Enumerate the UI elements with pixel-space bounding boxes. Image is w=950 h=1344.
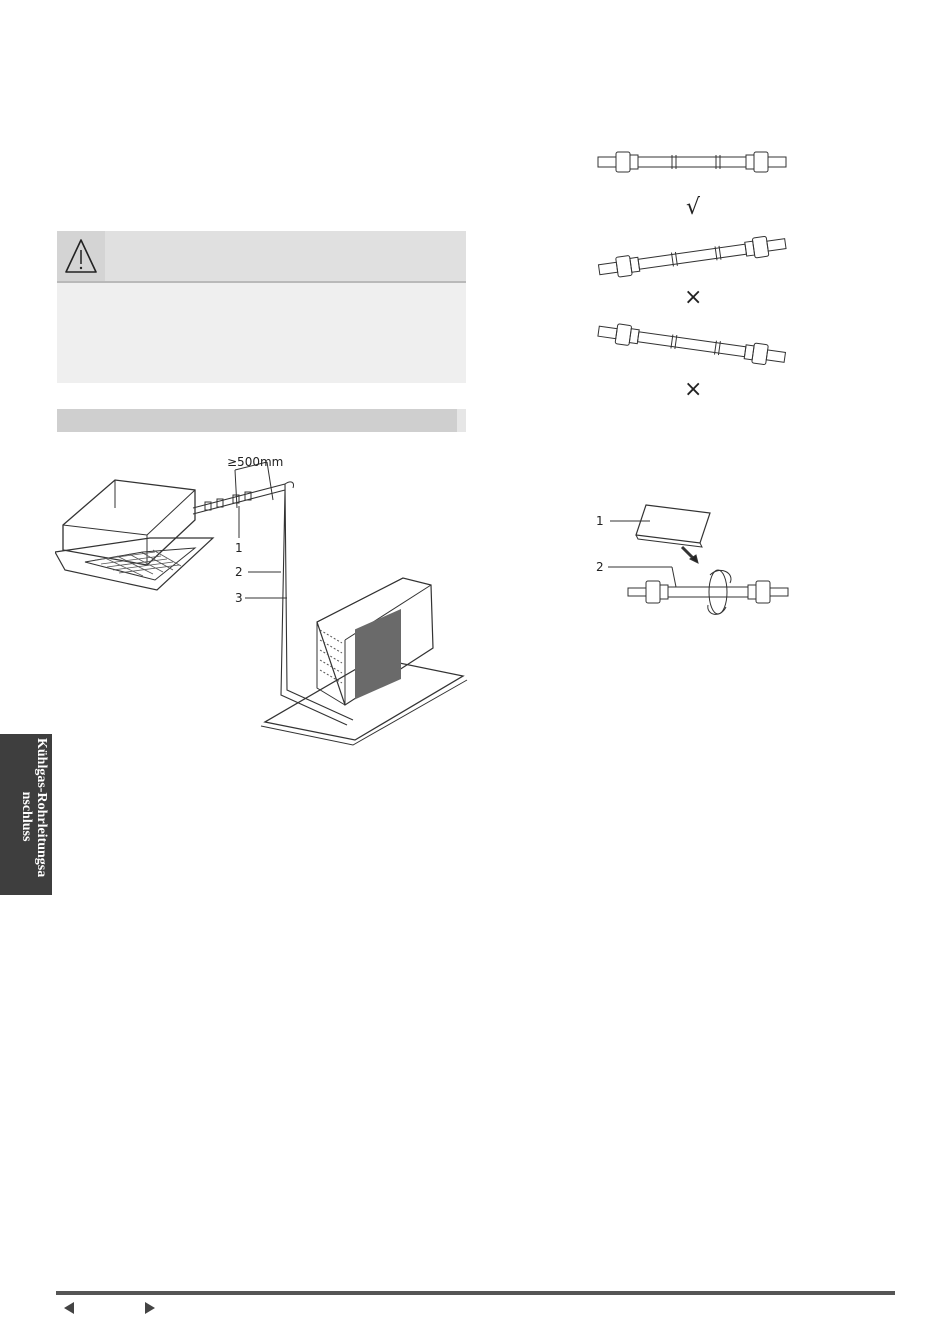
correct-mark: √ (686, 195, 701, 220)
warning-triangle-icon (57, 231, 105, 281)
pipe-alignment-diagram (590, 140, 790, 405)
indoor-cassette-unit (55, 480, 213, 590)
pipe-sealing-diagram (590, 495, 810, 630)
callout-3: 3 (235, 591, 243, 605)
sealing-tape (636, 505, 710, 547)
next-page-icon (142, 1301, 158, 1315)
dimension-label: ≥500mm (227, 455, 284, 469)
pipe-bent-down (597, 321, 786, 367)
section-heading-bar (57, 409, 466, 432)
pipe-straight (598, 152, 786, 172)
warning-icon-cell (57, 231, 105, 281)
wrapped-pipe (628, 570, 788, 614)
pipe-bent-up (598, 234, 787, 280)
side-tab-label-line1: Kühlgas-Rohrleitungsa (34, 738, 49, 878)
section-side-tab (0, 734, 52, 895)
callout-tape: 1 (596, 514, 604, 528)
outdoor-unit (261, 578, 467, 745)
warning-panel (57, 231, 466, 383)
prev-page-button[interactable] (61, 1301, 77, 1315)
wrong-mark-2: × (684, 377, 703, 402)
callout-pipe: 2 (596, 560, 604, 574)
section-heading-bar-end (457, 409, 466, 432)
side-tab-label (0, 734, 52, 895)
footer-rule (56, 1291, 895, 1295)
callout-2: 2 (235, 565, 243, 579)
warning-panel-header (57, 231, 466, 283)
callout-1: 1 (235, 541, 243, 555)
installation-diagram (55, 440, 475, 750)
next-page-button[interactable] (142, 1301, 158, 1315)
callout-leaders (239, 506, 287, 598)
pipe-connection (193, 482, 353, 725)
side-tab-label-line2: nschluss (19, 791, 34, 842)
prev-page-icon (61, 1301, 77, 1315)
wrong-mark-1: × (684, 285, 703, 310)
